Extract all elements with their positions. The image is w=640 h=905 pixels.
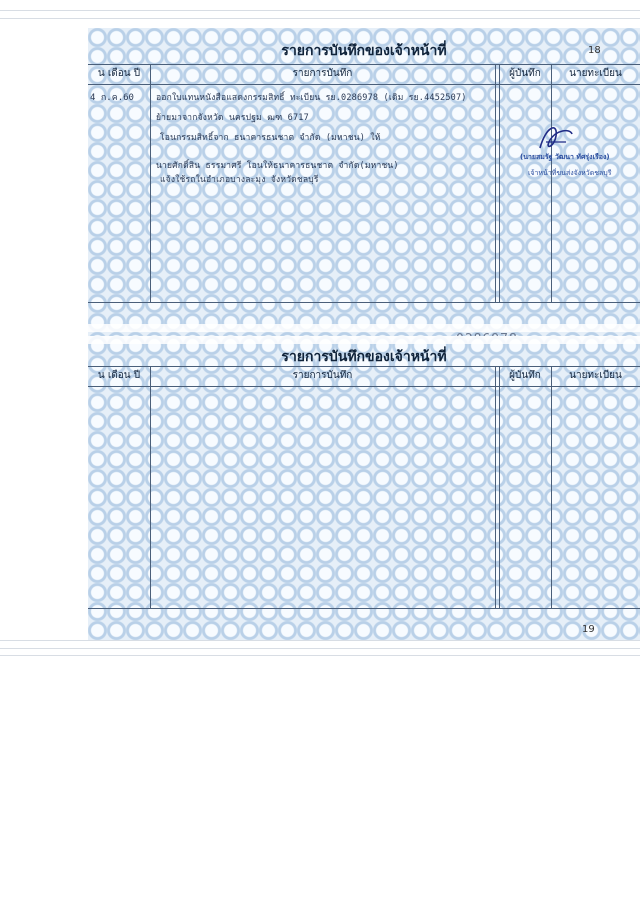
scan-stripe <box>88 336 640 344</box>
table-rule <box>88 608 640 609</box>
table-rule <box>88 302 640 303</box>
column-divider <box>495 64 496 302</box>
column-divider <box>499 64 500 302</box>
sheet-title: รายการบันทึกของเจ้าหน้าที่ <box>281 349 447 365</box>
header-recorder: ผู้บันทึก <box>509 370 541 381</box>
column-divider <box>551 64 552 302</box>
header-record: รายการบันทึก <box>292 370 353 381</box>
entry-line: โอนกรรมสิทธิ์จาก ธนาคารธนชาต จำกัด (มหาชน) ให้ <box>160 133 381 143</box>
column-divider <box>495 366 496 608</box>
sheet-title: รายการบันทึกของเจ้าหน้าที่ <box>281 43 447 59</box>
column-divider <box>551 366 552 608</box>
signature-mark <box>536 120 576 156</box>
header-registrar: นายทะเบียน <box>569 370 622 381</box>
scan-stripe <box>88 324 640 332</box>
entry-date: 4 ก.ค.60 <box>90 93 134 103</box>
header-date: น เดือน ปี <box>97 68 141 79</box>
entry-line: นายศักดิ์สิน ธรรมาศรี โอนให้ธนาคารธนชาต จำกัด(มหาชน) <box>156 161 399 171</box>
column-divider <box>150 366 151 608</box>
scan-line <box>0 648 640 649</box>
entry-line: ออกใบแทนหนังสือแสดงกรรมสิทธิ์ ทะเบียน รย.0286978 (เดิม รย.4452507) <box>156 93 467 103</box>
scan-line <box>0 655 640 656</box>
header-date: น เดือน ปี <box>97 370 141 381</box>
record-sheet-page-19 <box>88 336 640 640</box>
column-divider <box>150 64 151 302</box>
scan-line <box>0 18 640 19</box>
page-number: 18 <box>588 45 601 56</box>
entry-line: ย้ายมาจากจังหวัด นครปฐม ฒฑ 6717 <box>156 113 309 123</box>
table-rule <box>88 84 640 85</box>
entry-line: แจ้งใช้รถในอำเภอบางละมุง จังหวัดชลบุรี <box>160 175 319 185</box>
header-registrar: นายทะเบียน <box>569 68 622 79</box>
header-record: รายการบันทึก <box>292 68 353 79</box>
table-rule <box>88 386 640 387</box>
header-recorder: ผู้บันทึก <box>509 68 541 79</box>
record-sheet-page-18 <box>88 28 640 336</box>
signature-stamp-role: เจ้าหน้าที่ขนส่งจังหวัดชลบุรี <box>528 169 612 177</box>
page-number: 19 <box>582 624 595 635</box>
column-divider <box>499 366 500 608</box>
signature-stamp-name: (นายสมรัฐ วัฒนา ทัศรุ่งเรือง) <box>520 153 610 161</box>
scan-line <box>0 10 640 11</box>
scan-line <box>0 640 640 641</box>
